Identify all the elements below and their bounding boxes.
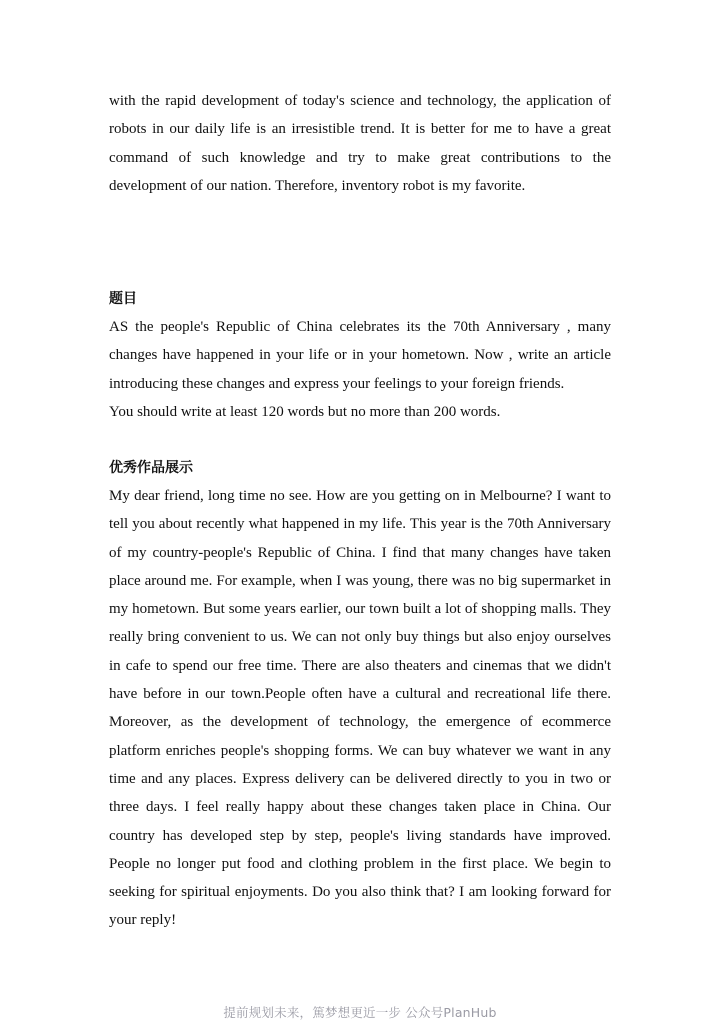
- sample-heading: 优秀作品展示: [109, 460, 193, 476]
- question-requirement: You should write at least 120 words but no more than 200 words.: [109, 403, 501, 420]
- intro-paragraph: with the rapid development of today's science and technology, the application of robots in our daily life is an irresistible trend. It is better for me to have a great command of such knowledge and try to make great contributions to the development of our nation. Therefore, inventory robot is my favorite.: [109, 93, 611, 194]
- question-heading: 题目: [109, 291, 137, 307]
- footer-watermark: 提前规划未来，篤梦想更近一步 公众号PlanHub: [223, 1005, 497, 1020]
- question-text: AS the people's Republic of China celebrates its the 70th Anniversary , many changes have happened in your life or in your hometown. Now , write an article introducing these changes and express your feelings to your foreign friends.: [109, 319, 611, 392]
- sample-essay: My dear friend, long time no see. How are you getting on in Melbourne? I want to tell you about recently what happened in my life. This year is the 70th Anniversary of my country-people's Republic of China. I find that many changes have taken place around me. For example, when I was young, there was no big supermarket in my hometown. But some years earlier, our town built a lot of shopping malls. They really bring convenient to us. We can not only buy things but also enjoy ourselves in cafe to spend our free time. There are also theaters and cinemas that we didn't have before in our town.People often have a cultural and recreational life there. Moreover, as the development of technology, the emergence of ecommerce platform enriches people's shopping forms. We can buy whatever we want in any time and any places. Express delivery can be delivered directly to you in two or three days. I feel really happy about these changes taken place in China. Our country has developed step by step, people's living standards have improved. People no longer put food and clothing problem in the first place. We begin to seeking for spiritual enjoyments. Do you also think that? I am looking forward for your reply!: [109, 488, 611, 929]
- question-block: [109, 313, 611, 426]
